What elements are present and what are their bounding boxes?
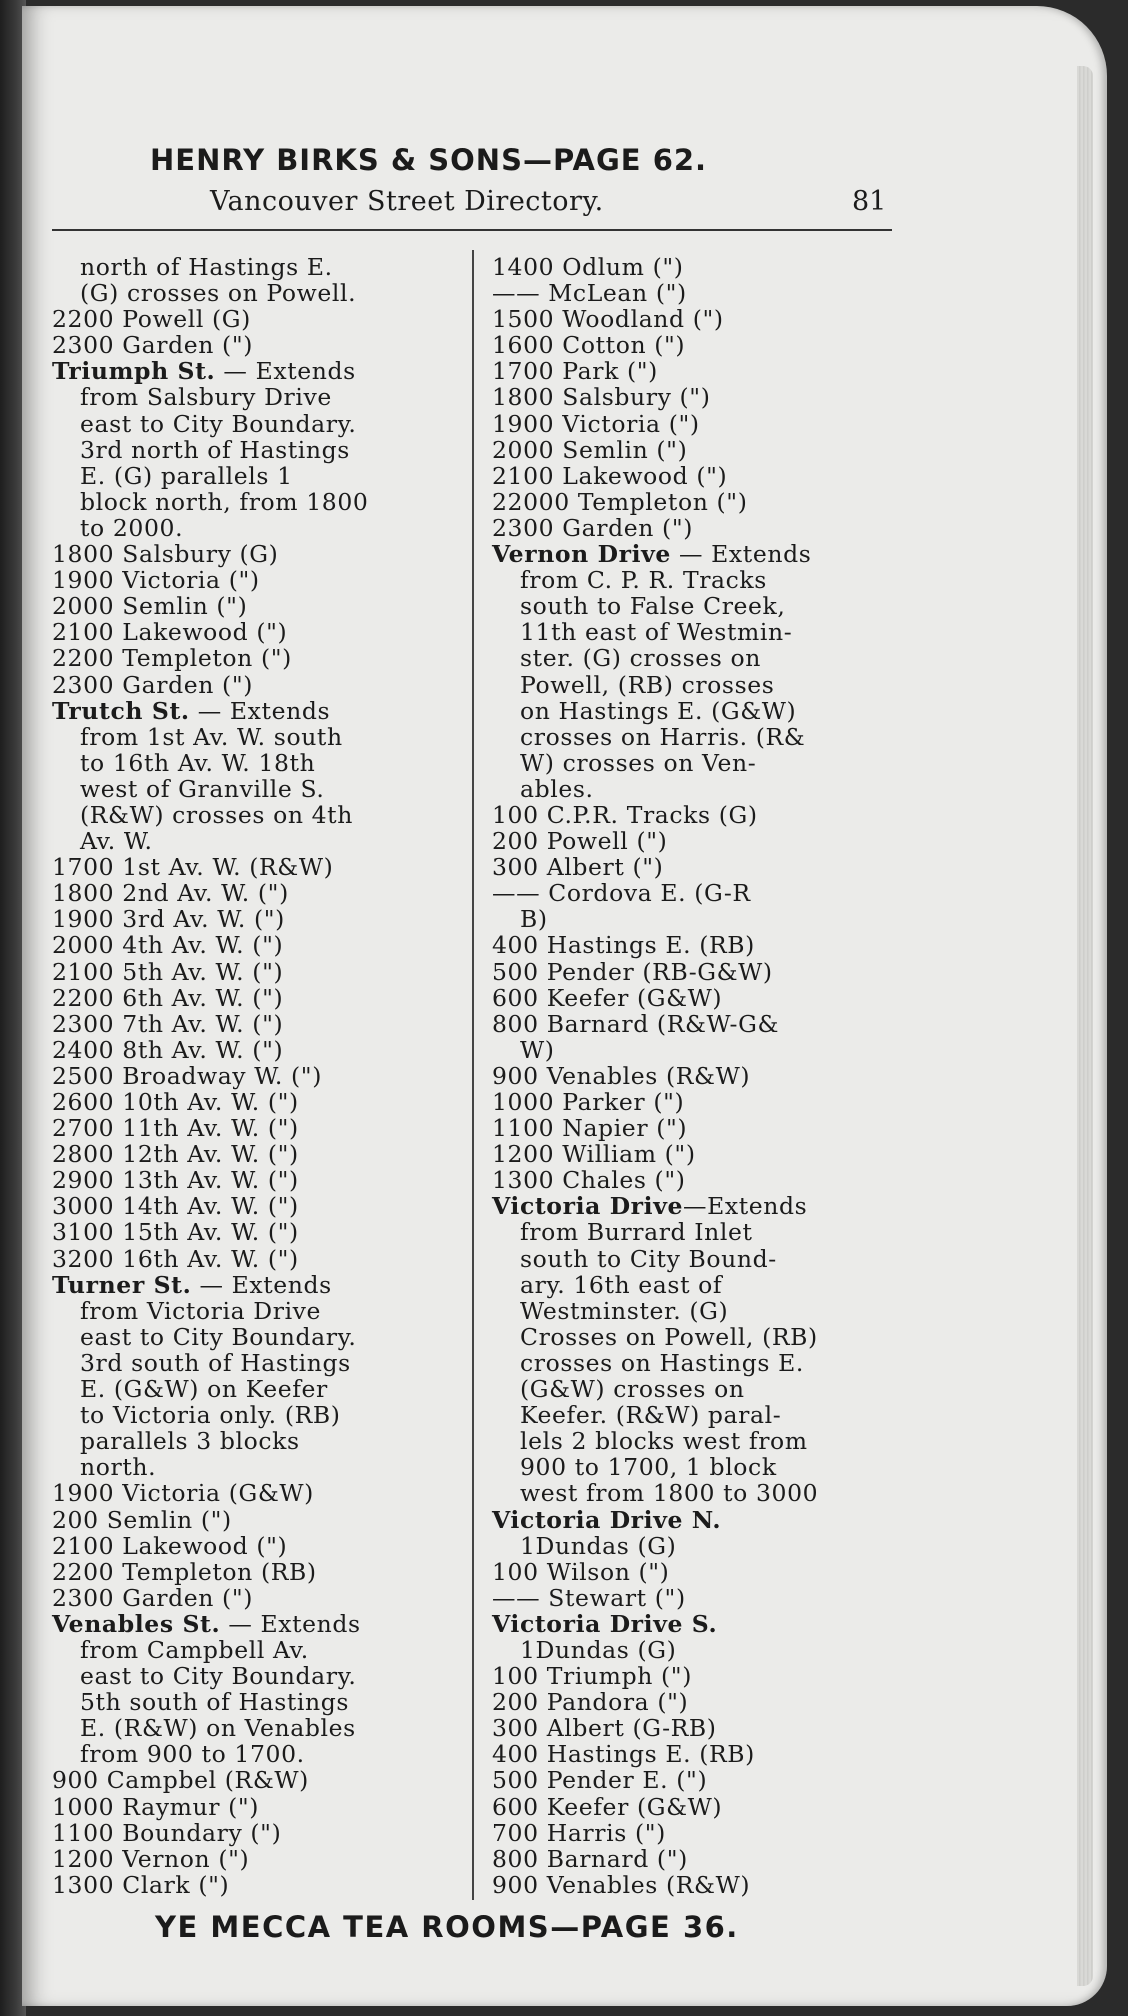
page-number: 81 [852,186,887,217]
directory-line [492,411,902,437]
directory-line [492,1063,902,1089]
directory-line [492,437,902,463]
line-text: 600 Keefer (G&W) [492,983,723,1012]
line-text: (R&W) crosses on 4th [80,800,353,829]
directory-line [492,280,902,306]
directory-line [52,541,456,567]
line-text: 2100 Lakewood (") [52,1531,288,1560]
line-text: Av. W. [80,827,153,856]
directory-line [52,489,456,515]
directory-line [52,1820,456,1846]
directory-line [492,515,902,541]
line-text: west from 1800 to 3000 [520,1479,819,1508]
footer-advertisement: YE MECCA TEA ROOMS—PAGE 36. [155,1910,739,1944]
line-text: 2600 10th Av. W. (") [52,1088,299,1116]
line-text: 3100 15th Av. W. (") [52,1218,299,1247]
line-text: 2100 Lakewood (") [52,618,288,647]
directory-line [52,932,456,958]
directory-line [492,959,902,985]
line-text: ables. [520,774,594,803]
directory-line [492,1663,902,1689]
line-text: east to City Boundary. [80,409,357,438]
street-heading [52,1611,456,1637]
line-text: —Extends [683,1192,808,1221]
street-heading [52,358,456,384]
directory-line [492,332,902,358]
line-text: W) crosses on Ven- [520,748,757,777]
street-name: Victoria Drive S. [492,1609,718,1638]
directory-line [52,1872,456,1898]
line-text: 300 Albert (") [492,853,664,882]
directory-line [52,1715,456,1741]
directory-line [492,880,902,906]
line-text: from 900 to 1700. [80,1740,305,1769]
line-text: 1500 Woodland (") [492,305,724,334]
line-text: Westminster. (G) [520,1296,729,1325]
directory-line [52,1350,456,1376]
directory-line [492,463,902,489]
street-heading [52,1272,456,1298]
line-text: 2300 Garden (") [52,331,253,360]
line-text: to 2000. [80,513,184,542]
directory-line [52,1037,456,1063]
directory-line [492,750,902,776]
directory-line [492,802,902,828]
directory-line [492,1689,902,1715]
line-text: 2200 Templeton (RB) [52,1557,317,1586]
directory-line [492,672,902,698]
line-text: from Salsbury Drive [80,383,332,412]
directory-line [492,1324,902,1350]
line-text: 100 C.P.R. Tracks (G) [492,800,758,829]
directory-line [52,880,456,906]
directory-line [492,1376,902,1402]
line-text: 700 Harris (") [492,1818,666,1847]
directory-line [52,750,456,776]
directory-line [52,906,456,932]
line-text: crosses on Harris. (R& [520,722,806,751]
directory-line [492,1559,902,1585]
directory-line [52,1585,456,1611]
line-text: ary. 16th east of [520,1270,723,1299]
directory-line [52,619,456,645]
line-text: 1700 Park (") [492,357,658,386]
directory-line [52,306,456,332]
line-text: lels 2 blocks west from [520,1427,808,1456]
line-text: from Victoria Drive [80,1296,322,1325]
directory-line [52,332,456,358]
line-text: — Extends [191,1270,332,1299]
line-text: 2300 7th Av. W. (") [52,1009,284,1038]
line-text: 400 Hastings E. (RB) [492,931,755,960]
line-text: east to City Boundary. [80,1322,357,1351]
line-text: from Campbell Av. [80,1635,309,1664]
line-text: 1Dundas (G) [520,1635,677,1664]
directory-line [492,1480,902,1506]
directory-line [52,776,456,802]
line-text: 2200 6th Av. W. (") [52,983,284,1012]
line-text: 1100 Napier (") [492,1114,688,1143]
directory-line [492,1741,902,1767]
line-text: 800 Barnard (") [492,1844,688,1873]
line-text: to 16th Av. W. 18th [80,748,316,777]
right-column [492,254,902,1898]
line-text: 1200 William (") [492,1140,696,1169]
line-text: 2200 Powell (G) [52,305,251,334]
directory-line [52,1298,456,1324]
directory-line [52,1741,456,1767]
line-text: 1400 Odlum (") [492,253,684,281]
directory-line [492,1533,902,1559]
line-text: 1700 1st Av. W. (R&W) [52,853,334,882]
line-text: 2000 Semlin (") [492,435,688,464]
directory-line [492,985,902,1011]
line-text: 1600 Cotton (") [492,331,686,360]
line-text: north. [80,1453,157,1482]
line-text: E. (R&W) on Venables [80,1714,356,1743]
directory-line [52,1428,456,1454]
directory-line [52,1533,456,1559]
directory-line [52,1402,456,1428]
line-text: ster. (G) crosses on [520,644,761,673]
line-text: east to City Boundary. [80,1662,357,1691]
line-text: —— Stewart (") [492,1583,686,1612]
street-heading [492,1193,902,1219]
street-name: Trutch St. [52,696,190,725]
line-text: 2800 12th Av. W. (") [52,1140,299,1169]
line-text: 1300 Clark (") [52,1870,230,1899]
line-text: 1300 Chales (") [492,1166,686,1195]
line-text: 300 Albert (G-RB) [492,1714,717,1743]
directory-line [52,1454,456,1480]
street-name: Triumph St. [52,357,216,386]
line-text: 100 Triumph (") [492,1662,692,1691]
directory-line [492,1402,902,1428]
line-text: 2000 4th Av. W. (") [52,931,284,960]
line-text: 600 Keefer (G&W) [492,1792,723,1821]
line-text: Powell, (RB) crosses [520,670,775,699]
header-advertisement: HENRY BIRKS & SONS—PAGE 62. [150,143,708,177]
line-text: 11th east of Westmin- [520,618,793,647]
line-text: 200 Pandora (") [492,1688,689,1717]
directory-line [492,1637,902,1663]
line-text: 2400 8th Av. W. (") [52,1035,284,1064]
line-text: — Extends [220,1609,361,1638]
directory-line [52,1167,456,1193]
line-text: south to City Bound- [520,1244,777,1273]
line-text: 2300 Garden (") [52,1583,253,1612]
directory-line [492,1141,902,1167]
directory-line [52,1480,456,1506]
directory-line [492,724,902,750]
line-text: — Extends [670,540,812,569]
line-text: —— Cordova E. (G-R [492,879,751,908]
street-name: Victoria Drive [492,1192,683,1221]
directory-line [492,1715,902,1741]
directory-line [492,1350,902,1376]
line-text: 2500 Broadway W. (") [52,1061,322,1090]
line-text: 2100 5th Av. W. (") [52,957,284,986]
directory-line [492,1872,902,1898]
line-text: 500 Pender E. (") [492,1766,708,1795]
line-text: crosses on Hastings E. [520,1348,804,1377]
directory-line [52,384,456,410]
line-text: 1900 3rd Av. W. (") [52,905,285,934]
line-text: B) [520,905,548,934]
line-text: Keefer. (R&W) paral- [520,1401,782,1430]
directory-line [52,254,456,280]
directory-line [492,1428,902,1454]
directory-line [52,1011,456,1037]
directory-line [52,1246,456,1272]
directory-line [52,515,456,541]
line-text: 1900 Victoria (") [492,409,700,438]
line-text: 3000 14th Av. W. (") [52,1192,299,1221]
directory-line [52,828,456,854]
line-text: 500 Pender (RB-G&W) [492,957,773,986]
column-divider [472,250,474,1900]
line-text: 3rd south of Hastings [80,1348,351,1377]
directory-line [492,1272,902,1298]
directory-line [52,724,456,750]
directory-line [52,985,456,1011]
directory-line [52,1507,456,1533]
directory-line [492,1115,902,1141]
street-heading [52,698,456,724]
line-text: from Burrard Inlet [520,1218,753,1247]
line-text: (G&W) crosses on [520,1375,745,1404]
line-text: 900 Venables (R&W) [492,1870,751,1899]
line-text: 1800 2nd Av. W. (") [52,879,289,908]
directory-line [492,593,902,619]
line-text: 22000 Templeton (") [492,487,748,516]
line-text: 2300 Garden (") [492,513,693,542]
directory-line [52,1846,456,1872]
directory-line [492,1089,902,1115]
line-text: 1000 Raymur (") [52,1792,260,1821]
directory-line [52,645,456,671]
directory-line [52,1559,456,1585]
line-text: 2700 11th Av. W. (") [52,1114,299,1143]
line-text: E. (G) parallels 1 [80,461,293,490]
directory-line [492,698,902,724]
street-name: Venables St. [52,1609,221,1638]
line-text: 900 Campbel (R&W) [52,1766,309,1795]
line-text: 1100 Boundary (") [52,1818,282,1847]
directory-line [492,776,902,802]
directory-line [492,1820,902,1846]
street-name: Vernon Drive [492,540,671,569]
line-text: 1900 Victoria (") [52,566,260,595]
directory-line [52,1141,456,1167]
directory-line [492,645,902,671]
line-text: 400 Hastings E. (RB) [492,1740,755,1769]
street-name: Victoria Drive N. [492,1505,722,1534]
directory-line [52,1376,456,1402]
line-text: to Victoria only. (RB) [80,1401,341,1430]
line-text: 200 Semlin (") [52,1505,232,1534]
line-text: 2100 Lakewood (") [492,461,728,490]
line-text: 2900 13th Av. W. (") [52,1166,299,1195]
line-text: (G) crosses on Powell. [80,279,357,308]
header-rule [52,229,892,231]
line-text: 900 to 1700, 1 block [520,1453,777,1482]
line-text: parallels 3 blocks [80,1427,300,1456]
line-text: 2000 Semlin (") [52,592,248,621]
directory-line [52,854,456,880]
line-text: — Extends [189,696,331,725]
line-text: 2200 Templeton (") [52,644,292,673]
directory-line [492,1246,902,1272]
line-text: north of Hastings E. [80,253,333,281]
directory-line [492,932,902,958]
line-text: on Hastings E. (G&W) [520,696,797,725]
street-heading [492,1611,902,1637]
line-text: 1900 Victoria (G&W) [52,1479,314,1508]
directory-line [52,1324,456,1350]
directory-line [52,1115,456,1141]
line-text: 900 Venables (R&W) [492,1061,751,1090]
directory-line [492,1167,902,1193]
directory-line [52,411,456,437]
directory-line [52,1794,456,1820]
directory-line [52,567,456,593]
street-name: Turner St. [52,1270,192,1299]
directory-line [492,384,902,410]
line-text: 1200 Vernon (") [52,1844,250,1873]
directory-line [492,254,902,280]
directory-line [492,906,902,932]
directory-line [492,1585,902,1611]
directory-line [52,1219,456,1245]
directory-line [52,1767,456,1793]
line-text: 1000 Parker (") [492,1088,685,1116]
street-heading [492,1507,902,1533]
directory-line [52,1063,456,1089]
directory-line [492,828,902,854]
line-text: 3200 16th Av. W. (") [52,1244,299,1273]
directory-line [52,1193,456,1219]
directory-line [52,672,456,698]
line-text: 200 Powell (") [492,827,668,856]
page-edges [1077,66,1093,1986]
line-text: from C. P. R. Tracks [520,566,767,595]
directory-line [492,1794,902,1820]
directory-line [492,358,902,384]
directory-line [492,1298,902,1324]
line-text: 1800 Salsbury (") [492,383,711,412]
directory-line [52,802,456,828]
line-text: W) [520,1035,555,1064]
line-text: 5th south of Hastings [80,1688,350,1717]
directory-line [52,959,456,985]
directory-line [492,489,902,515]
directory-line [492,1767,902,1793]
directory-line [492,306,902,332]
directory-line [492,1219,902,1245]
directory-line [492,1037,902,1063]
directory-line [52,1663,456,1689]
line-text: from 1st Av. W. south [80,722,343,751]
street-heading [492,541,902,567]
directory-line [52,437,456,463]
line-text: 100 Wilson (") [492,1557,670,1586]
line-text: —— McLean (") [492,279,687,308]
directory-line [52,1637,456,1663]
directory-line [52,280,456,306]
line-text: west of Granville S. [80,774,325,803]
directory-line [52,1089,456,1115]
line-text: E. (G&W) on Keefer [80,1375,328,1404]
line-text: 800 Barnard (R&W-G& [492,1009,779,1038]
directory-line [492,619,902,645]
line-text: — Extends [215,357,356,386]
directory-line [52,593,456,619]
line-text: 2300 Garden (") [52,670,253,699]
directory-line [492,1011,902,1037]
directory-line [492,1454,902,1480]
line-text: 1Dundas (G) [520,1531,677,1560]
directory-line [52,463,456,489]
line-text: 3rd north of Hastings [80,435,350,464]
directory-line [492,567,902,593]
left-column [52,254,456,1898]
directory-line [492,1846,902,1872]
line-text: block north, from 1800 [80,487,369,516]
line-text: 1800 Salsbury (G) [52,540,279,569]
line-text: Crosses on Powell, (RB) [520,1322,818,1351]
directory-line [492,854,902,880]
page-title: Vancouver Street Directory. [210,186,604,217]
directory-line [52,1689,456,1715]
line-text: south to False Creek, [520,592,786,621]
